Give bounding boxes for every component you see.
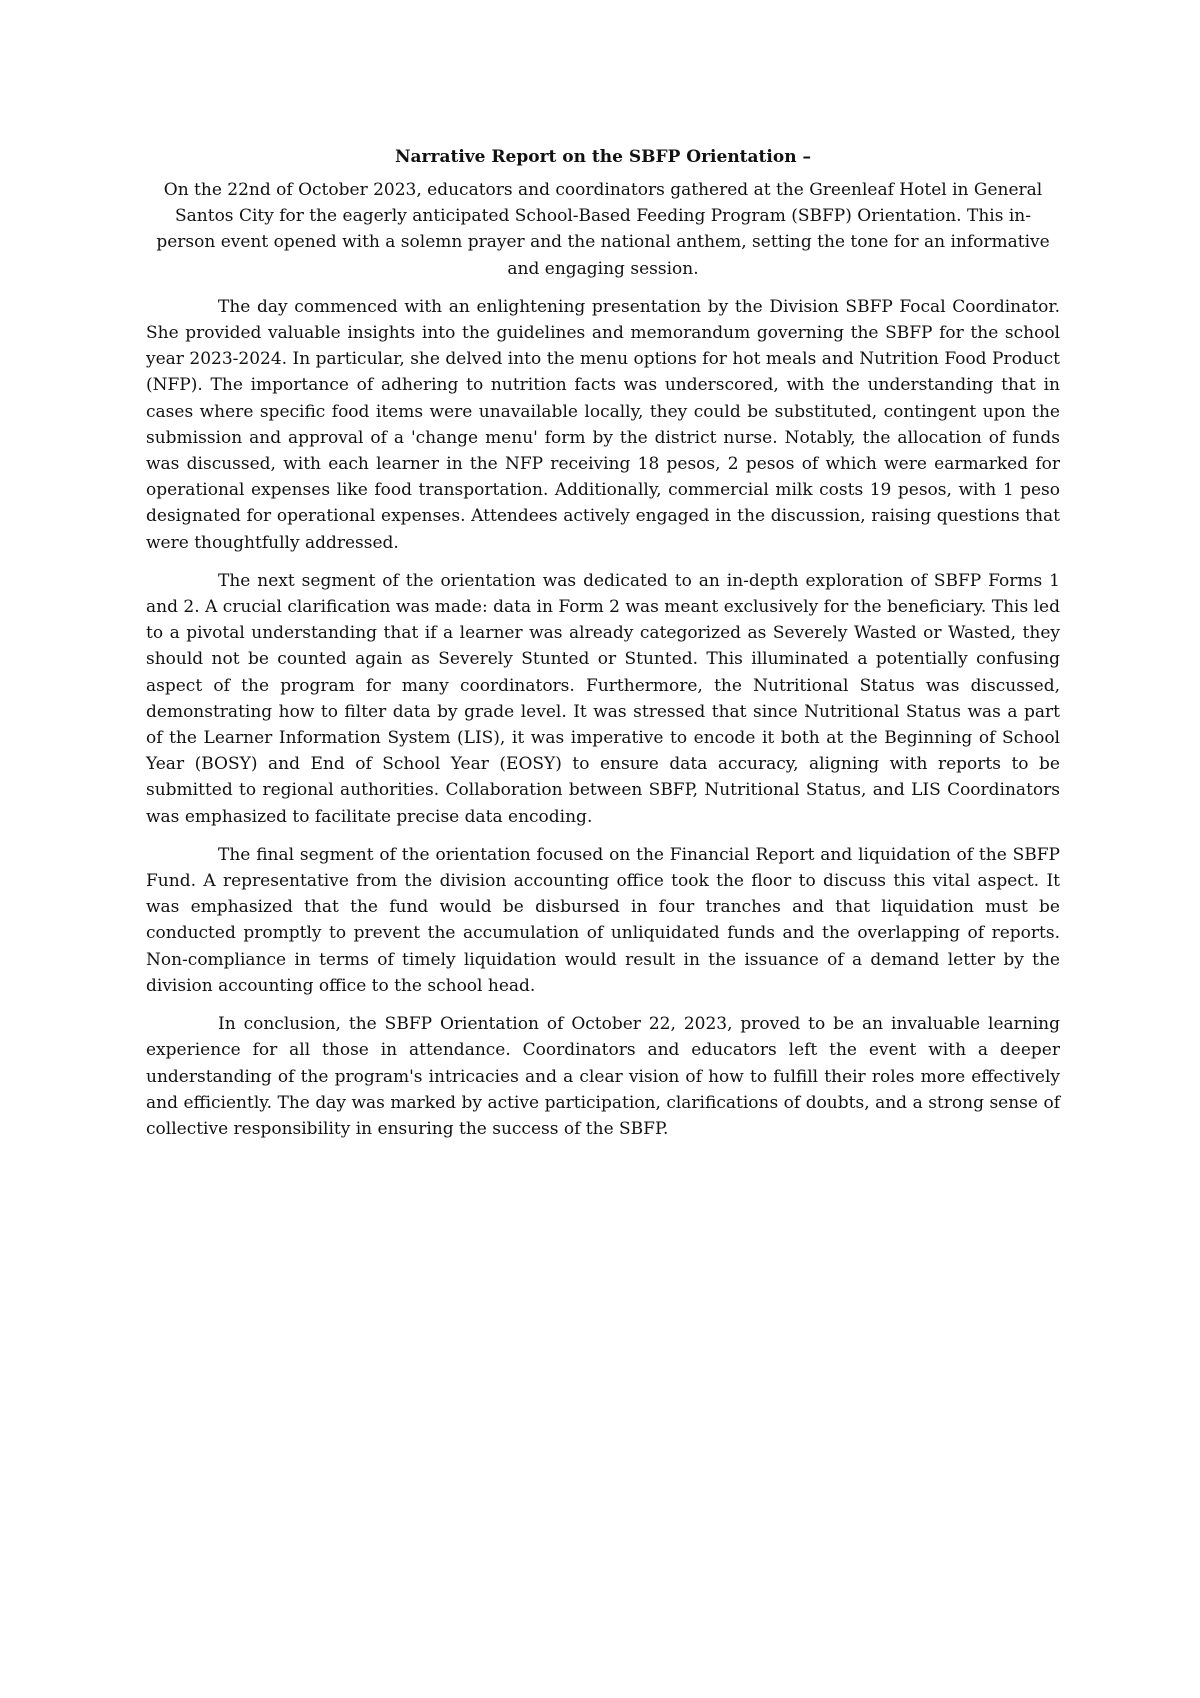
body-paragraph-financial: The final segment of the orientation focused on the Financial Report and liquidation of the SBFP Fund. A representative from the division accounting office took the floor to discuss this vital aspect. It was emphasized that the fund would be disbursed in four tranches and that liquidation must be conducted promptly to prevent the accumulation of unliquidated funds and the overlapping of reports. Non-compliance in terms of timely liquidation would result in the issuance of a demand letter by the division accounting office to the school head. [146,844,1060,996]
body-paragraph-presentation: The day commenced with an enlightening presentation by the Division SBFP Focal Coordinator. She provided valuable insights into the guidelines and memorandum governing the SBFP for the school year 2023-2024. In particular, she delved into the menu options for hot meals and Nutrition Food Product (NFP). The importance of adhering to nutrition facts was underscored, with the understanding that in cases where specific food items were unavailable locally, they could be substituted, contingent upon the submission and approval of a 'change menu' form by the district nurse. Notably, the allocation of funds was discussed, with each learner in the NFP receiving 18 pesos, 2 pesos of which were earmarked for operational expenses like food transportation. Additionally, commercial milk costs 19 pesos, with 1 peso designated for operational expenses. Attendees actively engaged in the discussion, raising questions that were thoughtfully addressed. [146,296,1060,553]
document-body [146,144,1060,1154]
intro-paragraph: On the 22nd of October 2023, educators and coordinators gathered at the Greenleaf Hotel in General Santos City for the eagerly anticipated School-Based Feeding Program (SBFP) Orientation. This in-person event opened with a solemn prayer and the national anthem, setting the tone for an informative and engaging session. [156,180,1050,279]
body-paragraph-conclusion: In conclusion, the SBFP Orientation of October 22, 2023, proved to be an invaluable learning experience for all those in attendance. Coordinators and educators left the event with a deeper understanding of the program's intricacies and a clear vision of how to fulfill their roles more effectively and efficiently. The day was marked by active participation, clarifications of doubts, and a strong sense of collective responsibility in ensuring the success of the SBFP. [146,1014,1060,1139]
body-paragraph-forms: The next segment of the orientation was dedicated to an in-depth exploration of SBFP Forms 1 and 2. A crucial clarification was made: data in Form 2 was meant exclusively for the beneficiary. This led to a pivotal understanding that if a learner was already categorized as Severely Wasted or Wasted, they should not be counted again as Severely Stunted or Stunted. This illuminated a potentially confusing aspect of the program for many coordinators. Furthermore, the Nutritional Status was discussed, demonstrating how to filter data by grade level. It was stressed that since Nutritional Status was a part of the Learner Information System (LIS), it was imperative to encode it both at the Beginning of School Year (BOSY) and End of School Year (EOSY) to ensure data accuracy, aligning with reports to be submitted to regional authorities. Collaboration between SBFP, Nutritional Status, and LIS Coordinators was emphasized to facilitate precise data encoding. [146,570,1060,827]
document-title: Narrative Report on the SBFP Orientation – [395,147,811,167]
